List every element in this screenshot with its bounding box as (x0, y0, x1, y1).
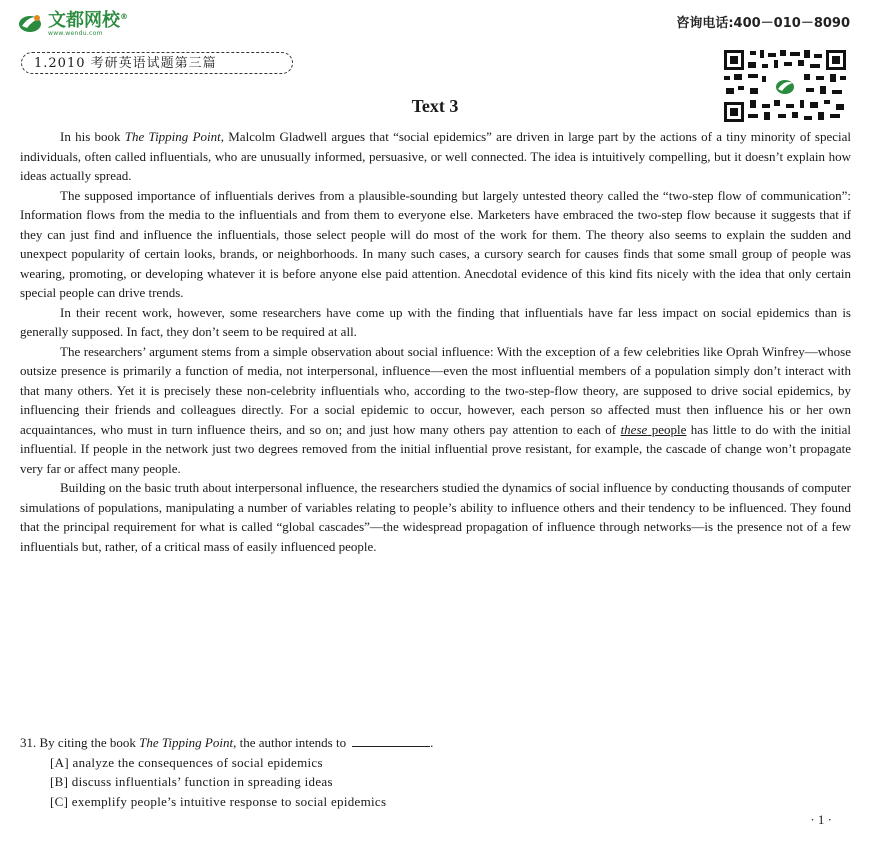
option-b: [B] discuss influentials’ function in spreading ideas (50, 774, 333, 789)
p1-text-start: In his book (60, 129, 125, 144)
p4-text-start: The researchers’ argument stems from a simple observation about social influence: With the exception of a few celebrities like Oprah Winfrey—whose outsize presence is primarily a function of media, not interpersonal, influence—even the most influential members of a population simply don’t interact with that many others. Yet it is precisely these non-celebrity influentials who, according to the two-step-flow theory, are supposed to drive social epidemics, by influencing their friends and colleagues directly. For a social epidemic to occur, however, each person so affected must then influence his or her own acquaintances, who must in turn influence theirs, and so on; and just how many others pay attention to each of (20, 343, 851, 437)
people-word: people (647, 421, 687, 437)
site-logo[interactable] (18, 8, 128, 37)
these-word: these (620, 421, 648, 437)
these-people-phrase (621, 422, 687, 437)
p1-text-end: , Malcolm Gladwell argues that “social epidemics” are driven in large part by the actions of a tiny minority of special individuals, often called influentials, who are unusually informed, persuasive, or well connected. The idea is intuitively compelling, but it doesn’t explain how ideas actually spread. (20, 129, 851, 183)
section-banner: 1.2010 考研英语试题第三篇 (21, 52, 293, 74)
book-title: The Tipping Point (124, 129, 221, 144)
answer-blank (352, 734, 430, 747)
logo-url: www.wendu.com (48, 30, 103, 37)
passage-paragraph-5: Building on the basic truth about interpersonal influence, the researchers studied the dynamics of social influence by conducting thousands of computer simulations of populations, manipulating a number of variables relating to people’s ability to influence others and their tendency to be influenced. They found that the principal requirement for what is called “global cascades”—the widespread propagation of influence through networks—is the presence not of a few influentials but, rather, of a critical mass of easily influenced people. (20, 480, 851, 554)
passage-paragraph-2: The supposed importance of influentials derives from a plausible-sounding but largely untested theory called the “two-step flow of communication”: Information flows from the media to the influentials and from them to everyone else. Marketers have embraced the two-step flow because it suggests that if they can just find and influence the influentials, those select people will do most of the work for them. The theory also seems to explain the sudden and unexpect popularity of certain looks, brands, or neighborhoods. In many such cases, a cursory search for causes finds that some small group of people was wearing, promoting, or developing whatever it is before anyone else paid attention. Anecdotal evidence of this kind fits nicely with the idea that only certain special people can drive trends. (20, 187, 851, 300)
wendu-leaf-icon (18, 12, 44, 34)
page-number: · 1 · (810, 812, 832, 827)
question-stem (20, 733, 851, 753)
passage-paragraph-4 (20, 342, 851, 479)
stem-period: . (430, 735, 434, 750)
text-title: Text 3 (411, 96, 459, 116)
option-c: [C] exemplify people’s intuitive response to social epidemics (50, 793, 387, 809)
passage-paragraph-1 (20, 127, 851, 186)
question-31 (20, 733, 851, 811)
stem-book-title: The Tipping Point (139, 735, 234, 750)
logo-name: 文都网校 (48, 10, 120, 31)
hotline-text: 咨询电话:400－010－8090 (676, 16, 850, 31)
passage-paragraph-3: In their recent work, however, some researchers have come up with the finding that influentials have far less impact on social epidemics than is generally supposed. In fact, they don’t seem to be required at all. (20, 304, 851, 339)
option-a: [A] analyze the consequences of social epidemics (50, 754, 323, 770)
reading-passage (20, 127, 851, 556)
registered-mark: ® (120, 12, 128, 21)
stem-start: 31. By citing the book (20, 735, 140, 750)
p4-text-end: has little to do with the initial influential. If people in the network just two degrees removed from the initial influential prove resistant, for example, the cascade of change won’t propagate very far or affect many people. (20, 421, 851, 476)
stem-end: , the author intends to (233, 735, 347, 750)
